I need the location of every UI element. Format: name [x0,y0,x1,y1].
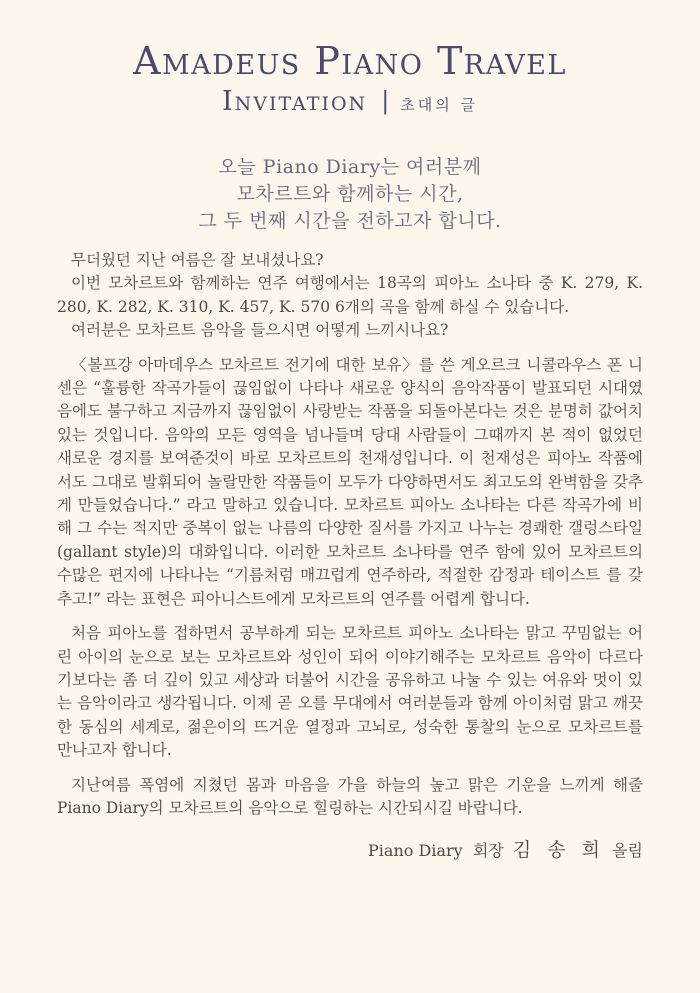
subtitle-divider: | [381,87,390,115]
page-header [57,40,643,121]
body-paragraph-closing: 지난여름 폭염에 지쳤던 몸과 마음을 가을 하늘의 높고 맑은 기운을 느끼게 해줄 Piano Diary의 모차르트의 음악으로 힐링하는 시간되시길 바랍니다. [57,775,643,817]
page-title: Amadeus Piano Travel [133,39,567,83]
greeting-line: 무더웠던 지난 여름은 잘 보내셨나요? [71,251,324,269]
greeting-line: 이번 모차르트와 함께하는 연주 여행에서는 18곡의 피아노 소나타 중 K. 279, K. 280, K. 282, K. 310, K. 457, K. 570 6개의 곡을 함께 하실 수 있습니다. [57,274,643,316]
intro-verse [57,154,643,235]
intro-line: 그 두 번째 시간을 전하고자 합니다. [198,210,502,232]
letter-body [57,249,643,820]
greeting-line: 여러분은 모차르트 음악을 들으시면 어떻게 느끼시나요? [71,321,449,340]
body-paragraph-reflection: 처음 피아노를 접하면서 공부하게 되는 모차르트 피아노 소나타는 맑고 꾸밈없는 어린 아이의 눈으로 보는 모차르트와 성인이 되어 이야기해주는 모차르트 음악이 다르다기보다는 좀 더 깊이 있고 세상과 더불어 시간을 공유하고 나눌 수 있는 여유와 멋이 있는 음악이라고 생각됩니다. 이제 곧 오를 무대에서 여러분들과 함께 아이처럼 맑고 깨끗한 동심의 세계로, 젊은이의 뜨거운 열정과 고뇌로, 성숙한 통찰의 눈으로 모차르트를 만나고자 합니다. [57,624,643,760]
signature-name: 김 송 희 [512,839,605,862]
intro-line: 오늘 Piano Diary는 여러분께 [218,156,482,178]
page-subtitle [57,86,643,121]
subtitle-english: Invitation [221,86,368,117]
signature-suffix: 올림 [612,841,643,861]
signature-role: Piano Diary 회장 [368,841,504,861]
body-paragraph-nissen-quote: 〈볼프강 아마데우스 모차르트 전기에 대한 보유〉를 쓴 게오르크 니콜라우스 폰 니센은 “훌륭한 작곡가들이 끊임없이 나타나 새로운 양식의 음악작품이 발표되던 시대였음에도 불구하고 지금까지 끊임없이 사랑받는 작품을 되돌아본다는 것은 분명히 값어치 있는 것입니다. 음악의 모든 영역을 넘나들며 당대 사람들이 그때까지 본 적이 없었던 새로운 경지를 보여준것이 바로 모차르트의 천재성입니다. 이 천재성은 피아노 작품에서도 그대로 발휘되어 놀랄만한 작품들이 모두가 다양하면서도 최고도의 완벽함을 갖추게 만들었습니다.” 라고 말하고 있습니다. 모차르트 피아노 소나타는 다른 작곡가에 비해 그 수는 적지만 중복이 없는 나름의 다양한 질서를 가지고 나누는 경쾌한 갤렁스타일(gallant style)의 대화입니다. 이러한 모차르트 소나타를 연주 함에 있어 모차르트의 수많은 편지에 나타나는 “기름처럼 매끄럽게 연주하라, 적절한 감정과 테이스트 를 갖추고!” 라는 표현은 피아니스트에게 모차르트의 연주를 어렵게 합니다. [57,355,643,608]
subtitle-korean: 초대의 글 [400,96,479,114]
intro-line: 모차르트와 함께하는 시간, [236,183,464,205]
signature-line [57,835,643,862]
